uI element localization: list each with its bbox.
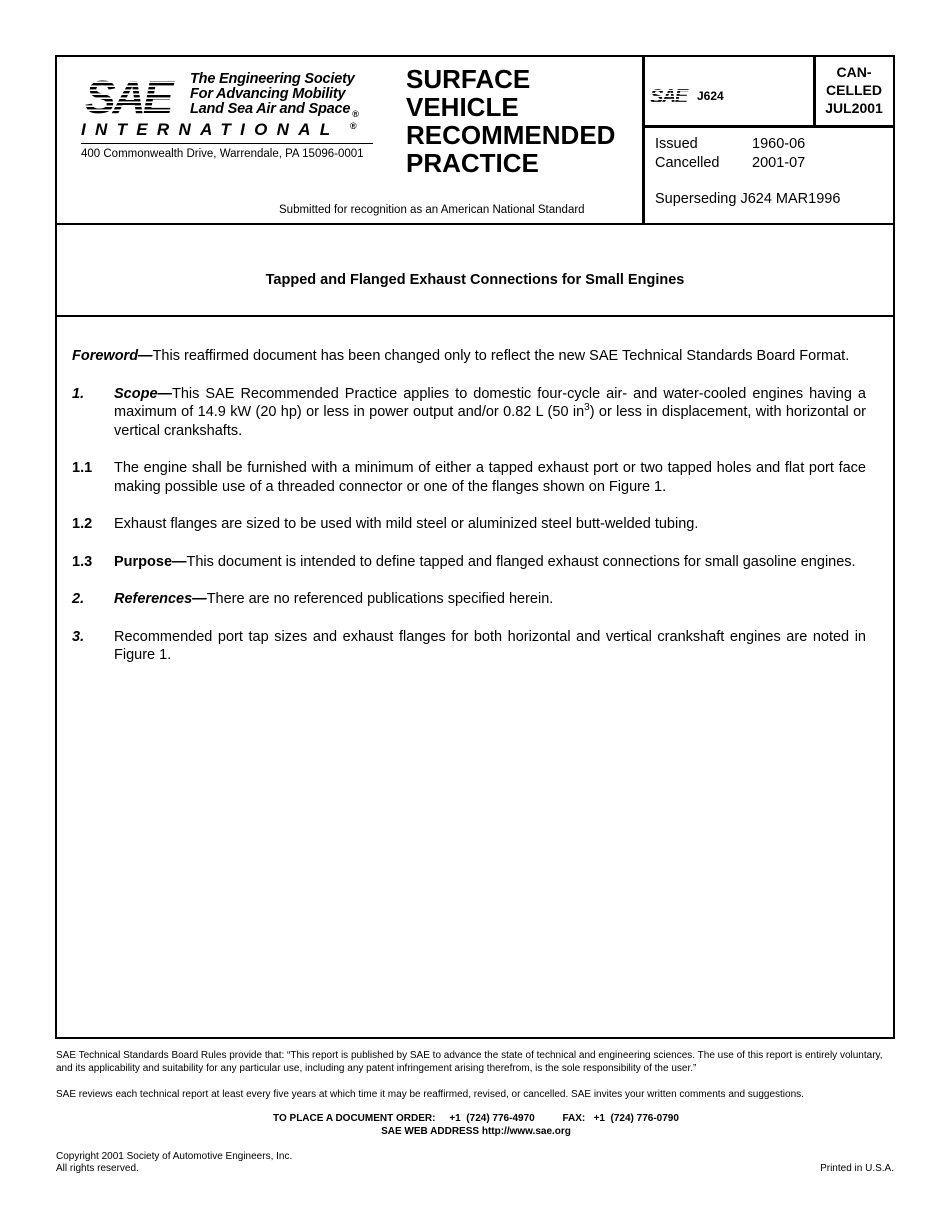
cancelled-label: Cancelled (655, 155, 720, 171)
section-heading: Purpose— (114, 553, 187, 570)
foreword-text: This reaffirmed document has been changed only to reflect the new SAE Technical Standards Board Format. (152, 348, 850, 364)
section-number: 2. (72, 591, 85, 607)
section-text: There are no referenced publications specified herein. (206, 591, 554, 607)
superscript: 3 (584, 402, 590, 414)
sae-small-logo (650, 85, 694, 107)
section-number: 1.1 (72, 460, 93, 476)
recognition-note: Submitted for recognition as an American National Standard (279, 204, 585, 216)
tagline-line: The Engineering Society (190, 71, 355, 87)
section-number: 1.2 (72, 516, 93, 532)
document-frame (55, 55, 895, 1039)
doc-type-line: SURFACE (406, 64, 531, 94)
svg-text:SAE: SAE (85, 71, 171, 119)
section-text: Recommended port tap sizes and exhaust flanges for both horizontal and vertical crankshaft engines are noted in Figure 1. (114, 628, 866, 663)
issued-value: 1960-06 (752, 136, 806, 152)
sae-logo (85, 71, 185, 119)
review-note: SAE reviews each technical report at least every five years at which time it may be reaffirmed, revised, or cancelled. SAE invites your written comments and suggestions. (56, 1089, 804, 1100)
title-block (57, 225, 893, 317)
address: 400 Commonwealth Drive, Warrendale, PA 15096-0001 (81, 148, 364, 160)
section-3 (72, 628, 866, 665)
section-number: 3. (72, 628, 85, 645)
divider (644, 125, 893, 128)
tagline-line: Land Sea Air and Space $_®$ (190, 101, 359, 119)
issue-dates (655, 135, 805, 173)
doc-type-line: RECOMMENDED (406, 120, 616, 150)
section-text: This SAE Recommended Practice applies to domestic four-cycle air- and water-cooled engines having a maximum of 14.9 kW (20 hp) or less in power output and/or 0.82 L (50 in (114, 385, 866, 420)
stamp-line: CELLED (826, 82, 882, 98)
order-info: TO PLACE A DOCUMENT ORDER: +1 (724) 776-4970 FAX: +1 (724) 776-0790 (273, 1113, 679, 1124)
section-heading: Scope— (114, 385, 173, 402)
copyright: Copyright 2001 Society of Automotive Engineers, Inc. (56, 1151, 293, 1162)
web-address: SAE WEB ADDRESS http://www.sae.org (381, 1126, 571, 1137)
doc-type-line: VEHICLE (406, 92, 519, 122)
section-1-1 (72, 459, 866, 496)
section-1-2 (72, 515, 866, 534)
superseding: Superseding J624 MAR1996 (655, 191, 841, 207)
foreword-paragraph (72, 347, 866, 366)
svg-text:SAE: SAE (650, 86, 687, 107)
divider (81, 143, 373, 144)
stamp-line: CAN- (836, 64, 872, 80)
section-text: Exhaust flanges are sized to be used with mild steel or aluminized steel butt-welded tubing. (114, 516, 699, 532)
registered-mark: ® (352, 109, 359, 119)
international-wordmark: INTERNATIONAL (81, 120, 340, 139)
section-number: 1. (72, 385, 85, 402)
section-heading: References— (114, 591, 207, 607)
standards-rules: SAE Technical Standards Board Rules provide that: “This report is published by SAE to advance the state of technical and engineering sciences. The use of this report is entirely voluntary, and its applicability and suitability for any particular use, including any patent infringement arising therefrom, is the sole responsibility of the user.” (56, 1050, 883, 1074)
doc-type-line: PRACTICE (406, 148, 539, 178)
cancelled-value: 2001-07 (752, 155, 806, 171)
document-type (406, 65, 615, 177)
section-number: 1.3 (72, 553, 93, 570)
section-2 (72, 590, 866, 609)
section-text: The engine shall be furnished with a minimum of either a tapped exhaust port or two tapped holes and flat port face making possible use of a threaded connector or one of the flanges shown on Figure 1. (114, 460, 866, 495)
document-body (72, 347, 866, 684)
issued-label: Issued (655, 136, 698, 152)
stamp-line: JUL2001 (825, 100, 883, 116)
cancelled-stamp (815, 63, 893, 117)
section-1 (72, 385, 866, 441)
tagline (190, 72, 359, 122)
section-text: ) or less in displacement, with horizontal or vertical crankshafts. (114, 404, 866, 439)
divider (642, 57, 645, 223)
header-block (57, 57, 893, 225)
section-1-3 (72, 553, 866, 572)
document-title: Tapped and Flanged Exhaust Connections for Small Engines (265, 272, 685, 288)
section-text: This document is intended to define tapped and flanged exhaust connections for small gasoline engines. (186, 553, 856, 570)
document-number: J624 (697, 89, 724, 103)
foreword-heading: Foreword— (72, 348, 153, 364)
rights-reserved: All rights reserved. (56, 1163, 139, 1174)
registered-mark: ® (350, 121, 357, 131)
tagline-line: For Advancing Mobility (190, 86, 346, 102)
printed-in: Printed in U.S.A. (820, 1163, 894, 1174)
